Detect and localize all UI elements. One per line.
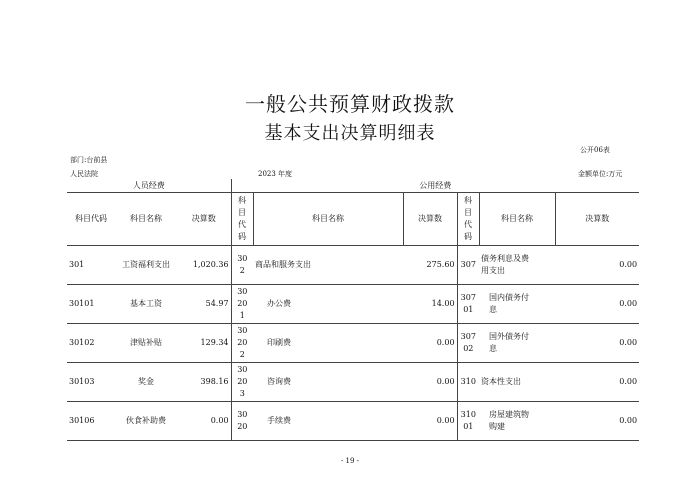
title-line-1: 一般公共预算财政拨款 <box>245 92 455 116</box>
code-cell: 30101 <box>67 285 115 324</box>
amount-cell-3: 0.00 <box>555 285 639 324</box>
name-cell: 工资福利支出 <box>115 246 177 285</box>
table-row <box>67 246 639 285</box>
table-row <box>67 402 639 441</box>
code-cell-3: 307 02 <box>457 324 479 363</box>
amount-cell: 129.34 <box>177 324 231 363</box>
table-row <box>67 363 639 402</box>
name-cell: 基本工资 <box>115 285 177 324</box>
code-cell: 301 <box>67 246 115 285</box>
name-cell-2: 商品和服务支出 <box>253 246 403 285</box>
group-personnel: 人员经费 <box>67 179 231 193</box>
code-cell-3: 307 <box>457 246 479 285</box>
money-unit-label: 金额单位:万元 <box>578 170 623 178</box>
name-cell-2: 印刷费 <box>253 324 403 363</box>
header-code: 科目代码 <box>67 193 115 246</box>
group-header-row <box>67 179 639 193</box>
header-code-2: 科 目 代 码 <box>231 193 253 246</box>
name-cell: 奖金 <box>115 363 177 402</box>
name-cell-2: 办公费 <box>253 285 403 324</box>
name-cell: 伙食补助费 <box>115 402 177 441</box>
header-amount: 决算数 <box>177 193 231 246</box>
amount-cell-3: 0.00 <box>555 363 639 402</box>
code-cell-2: 30 20 <box>231 402 253 441</box>
code-cell-2: 30 20 2 <box>231 324 253 363</box>
table-row <box>67 285 639 324</box>
amount-cell-3: 0.00 <box>555 246 639 285</box>
code-cell-3: 310 <box>457 363 479 402</box>
code-cell: 30106 <box>67 402 115 441</box>
name-cell-3: 债务利息及费 用支出 <box>479 246 555 285</box>
amount-cell: 54.97 <box>177 285 231 324</box>
name-cell-3: 国外债务付 息 <box>479 324 555 363</box>
year-label: 2023 年度 <box>258 170 293 178</box>
amount-cell-2: 0.00 <box>403 402 457 441</box>
code-cell-2: 30 20 1 <box>231 285 253 324</box>
code-cell-3: 307 01 <box>457 285 479 324</box>
header-code-3: 科 目 代 码 <box>457 193 479 246</box>
code-cell-2: 30 20 3 <box>231 363 253 402</box>
name-cell-3: 房屋建筑物 购建 <box>479 402 555 441</box>
name-cell-2: 手续费 <box>253 402 403 441</box>
amount-cell-2: 0.00 <box>403 363 457 402</box>
code-cell-3: 310 01 <box>457 402 479 441</box>
unit-label: 人民法院 <box>70 170 98 178</box>
amount-cell-3: 0.00 <box>555 324 639 363</box>
title-line-2: 基本支出决算明细表 <box>264 123 436 144</box>
name-cell-2: 咨询费 <box>253 363 403 402</box>
group-public: 公用经费 <box>231 179 639 193</box>
header-amount-3: 决算数 <box>555 193 639 246</box>
name-cell-3: 资本性支出 <box>479 363 555 402</box>
header-name-2: 科目名称 <box>253 193 403 246</box>
table-row <box>67 324 639 363</box>
amount-cell-2: 14.00 <box>403 285 457 324</box>
form-number: 公开06表 <box>580 146 610 154</box>
amount-cell-2: 275.60 <box>403 246 457 285</box>
code-cell: 30102 <box>67 324 115 363</box>
header-name: 科目名称 <box>115 193 177 246</box>
expenditure-table <box>67 179 639 441</box>
amount-cell: 398.16 <box>177 363 231 402</box>
column-header-row <box>67 193 639 246</box>
code-cell: 30103 <box>67 363 115 402</box>
name-cell-3: 国内债务付 息 <box>479 285 555 324</box>
code-cell-2: 30 2 <box>231 246 253 285</box>
amount-cell: 1,020.36 <box>177 246 231 285</box>
amount-cell: 0.00 <box>177 402 231 441</box>
amount-cell-2: 0.00 <box>403 324 457 363</box>
amount-cell-3: 0.00 <box>555 402 639 441</box>
header-name-3: 科目名称 <box>479 193 555 246</box>
department-label: 部门:台前县 <box>70 156 108 164</box>
header-amount-2: 决算数 <box>403 193 457 246</box>
name-cell: 津贴补贴 <box>115 324 177 363</box>
page-number: - 19 - <box>340 457 360 465</box>
